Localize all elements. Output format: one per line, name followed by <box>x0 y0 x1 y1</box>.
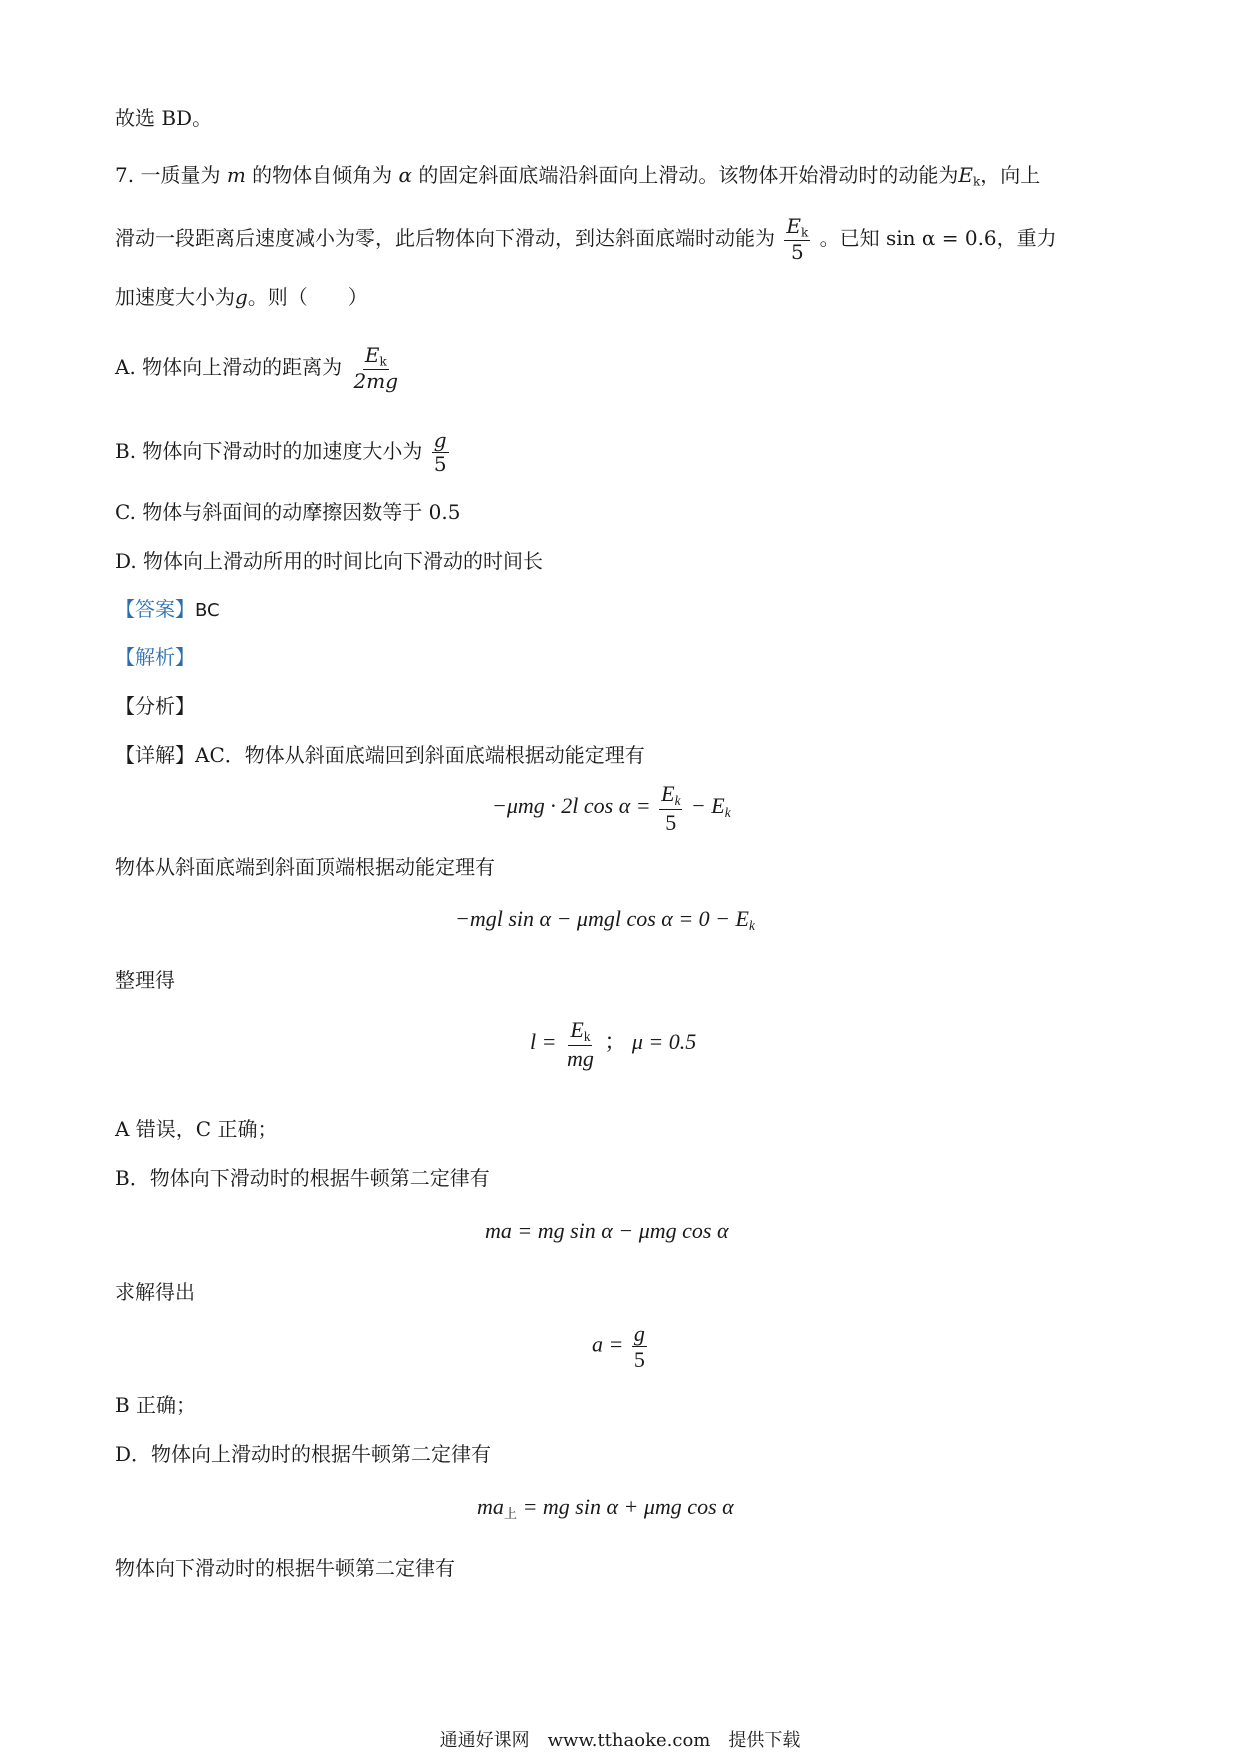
detail-line: 【详解】AC．物体从斜面底端回到斜面底端根据动能定理有 <box>115 743 645 767</box>
text-4: A 错误，C 正确； <box>115 1117 278 1141</box>
answer-label: 【答案】 <box>115 597 195 621</box>
text-7: B 正确； <box>115 1393 197 1417</box>
text-6: 求解得出 <box>115 1280 195 1304</box>
equation-5: a = $\frac{g}{5}$ <box>592 1321 645 1373</box>
analysis-label: 【解析】 <box>115 645 195 669</box>
question-number: 7. <box>115 163 135 187</box>
prev-answer-line: 故选 BD。 <box>115 106 213 130</box>
question-line-1: 7. 一质量为 m 的物体自倾角为 α 的固定斜面底端沿斜面向上滑动。该物体开始滑动时的动能为$E_k$，向上 <box>115 163 1041 189</box>
option-b: B. 物体向下滑动时的加速度大小为 $\frac{g}{5}$ <box>115 428 447 476</box>
fenxi-label: 【分析】 <box>115 694 195 718</box>
option-d: D. 物体向上滑动所用的时间比向下滑动的时间长 <box>115 549 544 573</box>
page-footer: 通通好课网 www.tthaoke.com 提供下载 <box>439 1730 801 1751</box>
option-c: C. 物体与斜面间的动摩擦因数等于 0.5 <box>115 500 461 524</box>
answer-line <box>115 597 220 622</box>
equation-4: ma = mg sin α − μmg cos α <box>485 1218 729 1243</box>
equation-3: l = $\frac{E_k}{mg}$ ； μ = 0.5 <box>530 1017 697 1071</box>
equation-1: −μmg · 2l cos α = $\frac{E_k}{5}$ − $E_k$ <box>492 781 731 835</box>
option-a: A. 物体向上滑动的距离为 $\frac{E_k}{2mg}$ <box>115 343 399 394</box>
question-line-3: 加速度大小为g。则（ ） <box>115 285 368 309</box>
text-3: 整理得 <box>115 968 175 992</box>
text-2: 物体从斜面底端到斜面顶端根据动能定理有 <box>115 855 495 879</box>
text-8: D．物体向上滑动时的根据牛顿第二定律有 <box>115 1442 492 1466</box>
fraction-ek-over-5: $\frac{E_k}{5}$ <box>786 214 809 265</box>
equation-2: −mgl sin α − μmgl $\cos \alpha = 0 - E_k$ <box>455 906 755 933</box>
equation-6: $ma_上$ = mg sin α + μmg cos α <box>477 1494 734 1521</box>
answer-value: BC <box>195 600 220 621</box>
text-5: B．物体向下滑动时的根据牛顿第二定律有 <box>115 1166 490 1190</box>
question-line-2: 滑动一段距离后速度减小为零，此后物体向下滑动，到达斜面底端时动能为 $\frac{E_k}{5}$ 。已知 sin α = 0.6，重力 <box>115 214 1057 265</box>
text-9: 物体向下滑动时的根据牛顿第二定律有 <box>115 1556 455 1580</box>
